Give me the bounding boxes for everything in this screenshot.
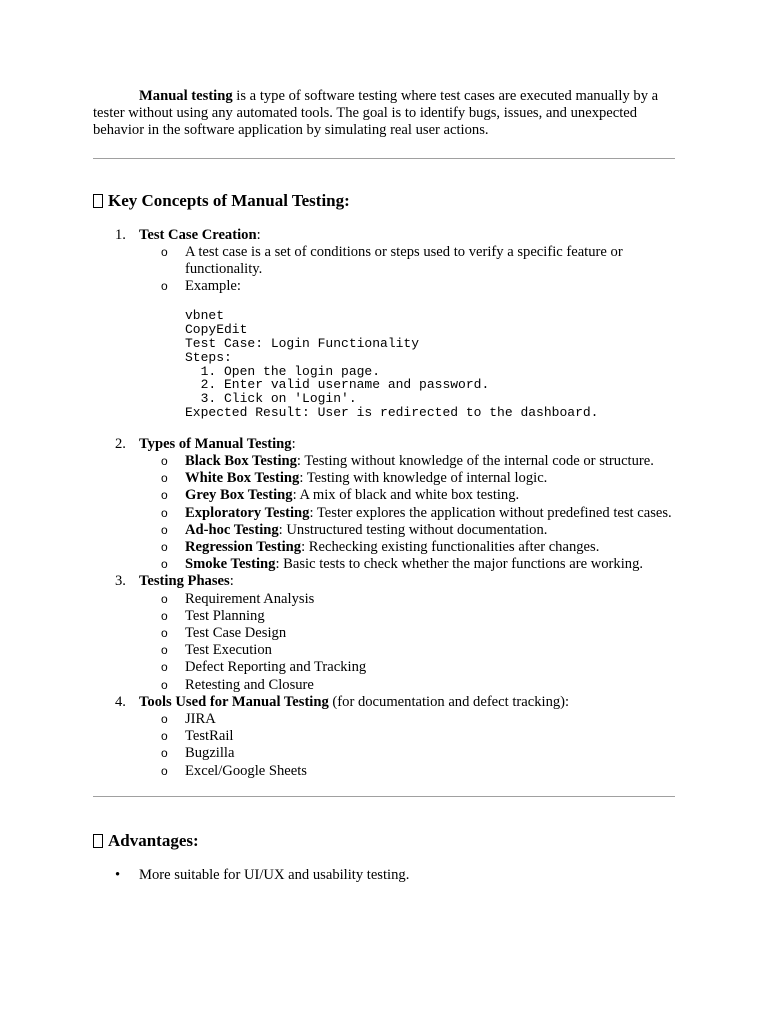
sub-list-item — [139, 453, 675, 470]
sub-bullet: o — [161, 471, 168, 486]
list-item-suffix: : — [229, 573, 234, 590]
key-concepts-list — [93, 227, 675, 780]
list-number: 3. — [115, 573, 126, 590]
code-block: vbnet CopyEdit Test Case: Login Functionality Steps: 1. Open the login page. 2. Enter valid username and password. 3. Click on 'Login'. Expected Result: User is redirected to the dashboard. — [185, 308, 599, 420]
intro-bold-term: Manual testing — [139, 88, 233, 104]
sub-item-text: : A mix of black and white box testing. — [292, 487, 520, 504]
list-item-suffix: : — [291, 435, 296, 452]
sub-list-item — [139, 522, 675, 539]
list-item-title: Tools Used for Manual Testing — [139, 693, 329, 710]
sub-list-item — [139, 659, 675, 676]
sub-list-item — [139, 539, 675, 556]
sub-item-text: Test Case Design — [185, 625, 287, 642]
sub-item-text: A test case is a set of conditions or steps used to verify a specific feature or functionality. — [185, 243, 623, 278]
list-item — [93, 227, 675, 420]
sub-bullet: o — [161, 557, 168, 572]
sub-list — [139, 711, 675, 780]
sub-item-text: Excel/Google Sheets — [185, 762, 307, 779]
list-item-suffix: : — [256, 226, 261, 243]
list-item-heading — [139, 227, 261, 243]
sub-item-term: Regression Testing — [185, 539, 302, 556]
sub-bullet: o — [161, 712, 168, 727]
sub-item-term: Smoke Testing — [185, 556, 276, 573]
sub-item-term: Black Box Testing — [185, 453, 297, 469]
sub-list-item — [139, 556, 675, 573]
bullet: • — [115, 866, 121, 883]
sub-item-text: TestRail — [185, 728, 234, 745]
sub-item-text: : Tester explores the application without predefined test cases. — [309, 504, 672, 521]
sub-item-text: Test Execution — [185, 642, 272, 659]
sub-bullet: o — [161, 643, 168, 658]
list-item-title: Testing Phases — [139, 573, 230, 590]
advantage-item — [93, 867, 675, 884]
list-item-suffix: (for documentation and defect tracking): — [328, 693, 570, 710]
sub-bullet: o — [161, 488, 168, 503]
sub-list — [139, 591, 675, 694]
sub-bullet: o — [161, 677, 168, 692]
list-item-title: Test Case Creation — [139, 226, 257, 243]
sub-item-text: : Testing without knowledge of the internal code or structure. — [296, 453, 654, 469]
list-item-title: Types of Manual Testing — [139, 435, 292, 452]
sub-item-text: Bugzilla — [185, 745, 235, 762]
sub-list-item — [139, 763, 675, 780]
document-page — [93, 88, 675, 884]
list-item — [93, 573, 675, 693]
horizontal-rule — [93, 158, 675, 159]
sub-list-item — [139, 591, 675, 608]
advantages-list — [93, 867, 675, 884]
sub-list-item — [139, 677, 675, 694]
sub-item-text: JIRA — [185, 711, 216, 728]
sub-bullet: o — [161, 505, 168, 520]
sub-bullet: o — [161, 729, 168, 744]
sub-list-item — [139, 728, 675, 745]
sub-bullet: o — [161, 746, 168, 761]
sub-list-item — [139, 505, 675, 522]
intro-text: is a type of software testing where test cases are executed manually by a tester without using any automated tools. The goal is to identify bugs, issues, and unexpected behavior in the software application by simulating real user actions. — [93, 88, 659, 139]
sub-item-text: Test Planning — [185, 607, 265, 624]
sub-item-text: : Basic tests to check whether the major functions are working. — [275, 556, 644, 573]
sub-list — [139, 244, 675, 296]
sub-item-text: Defect Reporting and Tracking — [185, 659, 367, 676]
sub-bullet: o — [161, 454, 168, 468]
sub-item-term: Exploratory Testing — [185, 504, 310, 521]
sub-list-item — [139, 278, 675, 295]
missing-glyph-icon — [93, 834, 103, 848]
missing-glyph-icon — [93, 194, 103, 208]
horizontal-rule — [93, 796, 675, 797]
sub-item-term: Grey Box Testing — [185, 487, 293, 504]
sub-bullet: o — [161, 279, 168, 294]
sub-bullet: o — [161, 608, 168, 623]
list-number: 1. — [115, 226, 126, 243]
sub-list-item — [139, 625, 675, 642]
sub-list — [139, 453, 675, 573]
sub-item-term: Ad-hoc Testing — [185, 521, 279, 538]
sub-bullet: o — [161, 244, 168, 259]
sub-bullet: o — [161, 522, 168, 537]
sub-list-item — [139, 487, 675, 504]
section-heading-key-concepts — [93, 191, 675, 211]
section-heading-text: Key Concepts of Manual Testing: — [108, 190, 350, 210]
section-heading-text: Advantages: — [108, 830, 199, 850]
sub-bullet: o — [161, 660, 168, 675]
sub-list-item — [139, 608, 675, 625]
list-item — [93, 436, 675, 574]
sub-list-item — [139, 244, 675, 278]
sub-item-text: : Unstructured testing without documentation. — [278, 521, 548, 538]
list-number: 4. — [115, 693, 126, 710]
sub-item-text: : Rechecking existing functionalities after changes. — [301, 539, 600, 556]
intro-paragraph — [93, 88, 675, 140]
list-number: 2. — [115, 435, 126, 452]
advantage-text: More suitable for UI/UX and usability testing. — [139, 866, 410, 883]
sub-item-term: White Box Testing — [185, 470, 300, 487]
list-item-heading — [139, 436, 296, 452]
sub-bullet: o — [161, 591, 168, 606]
list-item-heading — [139, 573, 234, 589]
sub-list-item — [139, 642, 675, 659]
list-item — [93, 694, 675, 780]
section-heading-advantages — [93, 831, 675, 851]
sub-item-text: Retesting and Closure — [185, 676, 314, 693]
sub-bullet: o — [161, 763, 168, 778]
sub-item-text: Example: — [185, 278, 241, 295]
sub-list-item — [139, 470, 675, 487]
sub-item-text: : Testing with knowledge of internal logic. — [299, 470, 548, 487]
sub-list-item — [139, 711, 675, 728]
sub-item-text: Requirement Analysis — [185, 590, 315, 607]
sub-bullet: o — [161, 626, 168, 641]
sub-bullet: o — [161, 540, 168, 555]
list-item-heading — [139, 694, 569, 710]
sub-list-item — [139, 745, 675, 762]
